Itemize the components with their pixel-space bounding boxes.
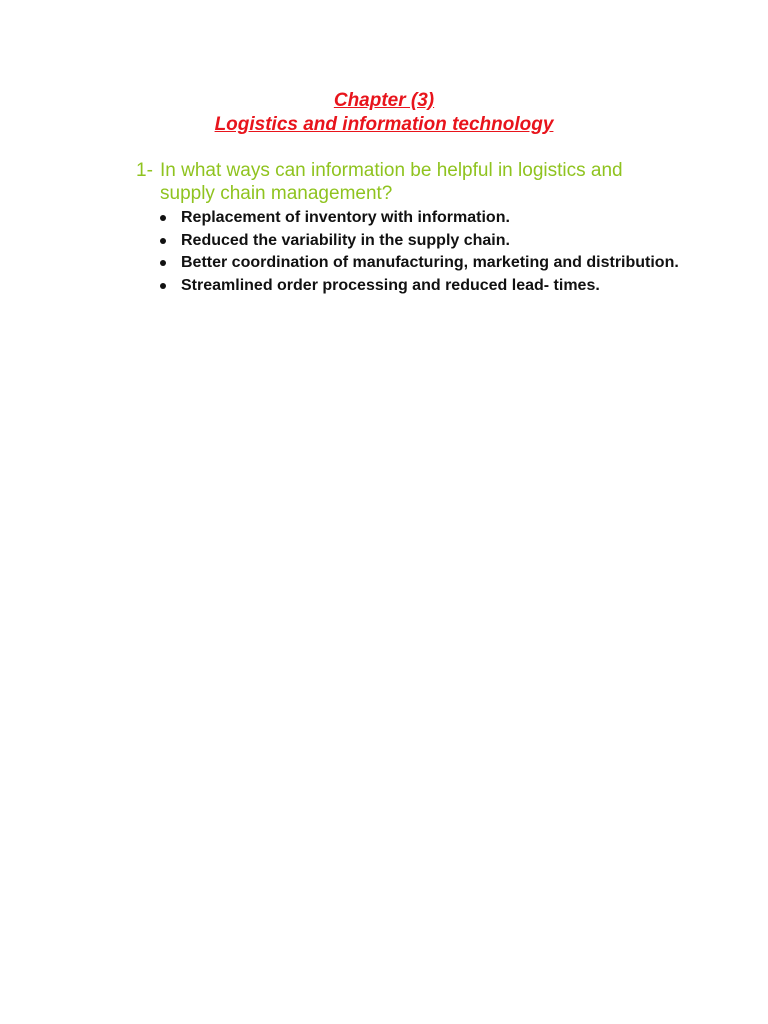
answer-text: Streamlined order processing and reduced lead- times. <box>181 276 600 294</box>
question-text-line-2: supply chain management? <box>160 183 393 204</box>
answer-item <box>160 252 680 273</box>
answer-text: Better coordination of manufacturing, marketing and distribution. <box>181 254 679 271</box>
question-number: 1- <box>136 160 153 181</box>
question-text-line-1: In what ways can information be helpful in logistics and <box>160 160 623 181</box>
chapter-title: Logistics and information technology <box>214 114 554 135</box>
question-line-1 <box>136 159 696 182</box>
answer-item <box>160 275 680 296</box>
bullet-icon <box>160 215 166 221</box>
answer-text: Reduced the variability in the supply chain. <box>181 231 510 249</box>
chapter-heading <box>0 89 768 137</box>
answer-text: Replacement of inventory with information. <box>181 209 510 226</box>
chapter-number: Chapter (3) <box>333 90 435 111</box>
bullet-icon <box>160 260 166 266</box>
answer-item <box>160 207 680 228</box>
answer-item <box>160 230 680 251</box>
bullet-icon <box>160 238 166 244</box>
bullet-icon <box>160 283 166 289</box>
question-1 <box>136 159 696 205</box>
answer-list <box>160 207 680 297</box>
